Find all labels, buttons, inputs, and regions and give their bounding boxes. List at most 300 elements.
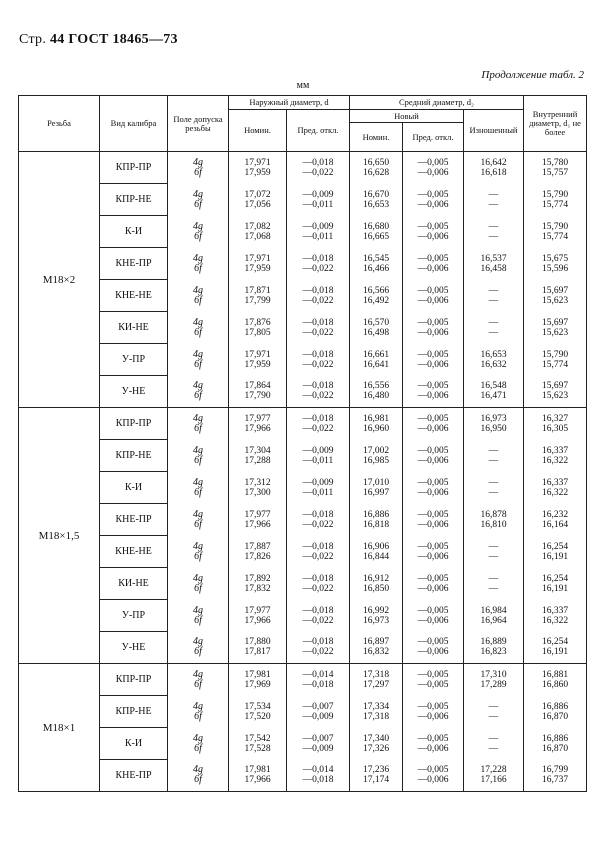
outer-deviation-cell	[287, 344, 350, 376]
inner-diameter-top: 16,337	[541, 445, 569, 456]
middle-deviation-cell	[403, 312, 464, 344]
table-row	[19, 632, 587, 664]
middle-nominal-cell	[350, 312, 403, 344]
middle-nominal-top: 16,886	[362, 509, 390, 520]
middle-deviation-top: —0,005	[417, 285, 449, 296]
inner-diameter-bottom: 16,870	[541, 711, 569, 722]
middle-deviation-bottom: —0,006	[417, 359, 449, 370]
inner-diameter-top: 16,327	[541, 413, 569, 424]
middle-nominal-top: 16,670	[362, 189, 390, 200]
outer-nominal-top: 17,534	[244, 701, 271, 712]
inner-diameter-cell	[524, 760, 587, 792]
caliber-type: У-ПР	[100, 344, 168, 376]
outer-deviation-top: —0,018	[302, 541, 334, 552]
middle-deviation-bottom: —0,006	[417, 711, 449, 722]
outer-deviation-cell	[287, 280, 350, 312]
tolerance-field-top: 4g	[193, 540, 203, 552]
middle-nominal-cell	[350, 248, 403, 280]
outer-nominal-bottom: 17,966	[244, 519, 271, 530]
worn-value-top: —	[488, 317, 499, 328]
tolerance-field-bottom: 6f	[194, 742, 202, 754]
middle-nominal-bottom: 16,844	[362, 551, 390, 562]
inner-diameter-cell	[524, 696, 587, 728]
outer-deviation-bottom: —0,022	[302, 295, 334, 306]
col-worn: Изношенный	[464, 110, 524, 152]
thread-designation: M18×2	[19, 152, 100, 408]
caliber-type: У-ПР	[100, 600, 168, 632]
outer-deviation-bottom: —0,011	[302, 455, 334, 466]
middle-deviation-top: —0,005	[417, 381, 449, 392]
thread-group	[19, 152, 587, 408]
caliber-type: КНЕ-ПР	[100, 248, 168, 280]
middle-nominal-cell	[350, 440, 403, 472]
tolerance-field-bottom: 6f	[194, 518, 202, 530]
inner-diameter-cell	[524, 536, 587, 568]
outer-deviation-cell	[287, 696, 350, 728]
inner-diameter-bottom: 15,774	[541, 359, 569, 370]
outer-deviation-bottom: —0,022	[302, 359, 334, 370]
outer-deviation-bottom: —0,022	[302, 583, 334, 594]
outer-deviation-top: —0,007	[302, 733, 334, 744]
tolerance-field-cell	[168, 376, 229, 408]
middle-deviation-cell	[403, 376, 464, 408]
caliber-type: КНЕ-ПР	[100, 504, 168, 536]
middle-nominal-top: 16,661	[362, 349, 390, 360]
caliber-type: КПР-ПР	[100, 408, 168, 440]
outer-nominal-top: 17,876	[244, 317, 271, 328]
tolerance-field-cell	[168, 664, 229, 696]
worn-value-top: 17,310	[480, 669, 507, 680]
outer-nominal-bottom: 17,959	[244, 359, 271, 370]
middle-deviation-bottom: —0,006	[417, 199, 449, 210]
caliber-type: КПР-ПР	[100, 664, 168, 696]
middle-deviation-cell	[403, 280, 464, 312]
middle-nominal-bottom: 16,973	[362, 615, 390, 626]
col-outer-diameter: Наружный диаметр, d	[229, 96, 350, 110]
middle-deviation-cell	[403, 696, 464, 728]
tolerance-field-cell	[168, 344, 229, 376]
worn-value-cell	[464, 408, 524, 440]
outer-nominal-top: 17,977	[244, 509, 271, 520]
worn-value-top: 16,984	[480, 605, 507, 616]
middle-nominal-bottom: 17,326	[362, 743, 390, 754]
tolerance-field-bottom: 6f	[194, 486, 202, 498]
inner-diameter-top: 16,254	[541, 573, 569, 584]
tolerance-field-top: 4g	[193, 316, 203, 328]
standard-code: ГОСТ 18465—73	[68, 32, 178, 47]
middle-nominal-top: 16,545	[362, 253, 390, 264]
inner-diameter-top: 15,780	[541, 157, 569, 168]
worn-value-bottom: —	[488, 487, 499, 498]
outer-deviation-cell	[287, 664, 350, 696]
worn-value-cell	[464, 248, 524, 280]
middle-deviation-bottom: —0,006	[417, 519, 449, 530]
table-row	[19, 696, 587, 728]
outer-nominal-bottom: 17,288	[244, 455, 271, 466]
worn-value-bottom: —	[488, 327, 499, 338]
inner-diameter-top: 16,886	[541, 701, 569, 712]
inner-diameter-bottom: 16,305	[541, 423, 569, 434]
caliber-type: КНЕ-НЕ	[100, 536, 168, 568]
tolerance-field-bottom: 6f	[194, 454, 202, 466]
middle-deviation-cell	[403, 248, 464, 280]
tolerance-field-bottom: 6f	[194, 262, 202, 274]
inner-diameter-top: 16,881	[541, 669, 569, 680]
outer-deviation-bottom: —0,022	[302, 263, 334, 274]
tolerance-field-cell	[168, 440, 229, 472]
thread-designation: M18×1,5	[19, 408, 100, 664]
outer-deviation-cell	[287, 504, 350, 536]
worn-value-bottom: —	[488, 743, 499, 754]
inner-diameter-cell	[524, 728, 587, 760]
inner-diameter-cell	[524, 312, 587, 344]
inner-diameter-cell	[524, 568, 587, 600]
outer-deviation-cell	[287, 536, 350, 568]
middle-nominal-cell	[350, 760, 403, 792]
outer-deviation-cell	[287, 248, 350, 280]
inner-diameter-bottom: 15,757	[541, 167, 569, 178]
middle-deviation-top: —0,005	[417, 157, 449, 168]
worn-value-top: 16,653	[480, 349, 507, 360]
middle-nominal-bottom: 16,628	[362, 167, 390, 178]
tolerance-field-cell	[168, 408, 229, 440]
middle-deviation-bottom: —0,006	[417, 583, 449, 594]
tolerance-field-bottom: 6f	[194, 294, 202, 306]
table-row	[19, 376, 587, 408]
caliber-type: КПР-НЕ	[100, 440, 168, 472]
tolerance-field-bottom: 6f	[194, 678, 202, 690]
middle-deviation-bottom: —0,006	[417, 775, 449, 786]
inner-diameter-cell	[524, 504, 587, 536]
middle-deviation-top: —0,005	[417, 605, 449, 616]
outer-nominal-bottom: 17,966	[244, 615, 271, 626]
tolerance-field-bottom: 6f	[194, 422, 202, 434]
inner-diameter-top: 15,697	[541, 317, 569, 328]
outer-nominal-bottom: 17,799	[244, 295, 271, 306]
col-tolerance: Поле допуска резьбы	[168, 96, 229, 152]
tolerance-field-top: 4g	[193, 188, 203, 200]
outer-nominal-top: 17,304	[244, 445, 271, 456]
outer-nominal-top: 17,971	[244, 157, 271, 168]
worn-value-bottom: —	[488, 711, 499, 722]
middle-nominal-bottom: 16,818	[362, 519, 390, 530]
middle-deviation-cell	[403, 440, 464, 472]
inner-diameter-cell	[524, 216, 587, 248]
worn-value-bottom: —	[488, 295, 499, 306]
middle-deviation-top: —0,005	[417, 733, 449, 744]
inner-diameter-top: 16,232	[541, 509, 569, 520]
thread-group	[19, 408, 587, 664]
table-row	[19, 216, 587, 248]
worn-value-cell	[464, 184, 524, 216]
inner-diameter-top: 16,337	[541, 605, 569, 616]
middle-nominal-cell	[350, 504, 403, 536]
middle-deviation-cell	[403, 472, 464, 504]
middle-nominal-cell	[350, 184, 403, 216]
tolerance-field-top: 4g	[193, 668, 203, 680]
middle-nominal-top: 16,650	[362, 157, 390, 168]
table-continuation-note: Продолжение табл. 2	[481, 69, 584, 81]
outer-nominal-bottom: 17,969	[244, 679, 271, 690]
tolerance-field-bottom: 6f	[194, 774, 202, 786]
worn-value-bottom: 17,166	[480, 775, 507, 786]
table-row	[19, 760, 587, 792]
worn-value-bottom: —	[488, 231, 499, 242]
tolerance-field-bottom: 6f	[194, 646, 202, 658]
outer-nominal-cell	[229, 216, 287, 248]
outer-deviation-cell	[287, 152, 350, 184]
outer-deviation-top: —0,018	[302, 253, 334, 264]
tolerance-field-top: 4g	[193, 444, 203, 456]
worn-value-cell	[464, 664, 524, 696]
tolerance-field-cell	[168, 248, 229, 280]
outer-deviation-bottom: —0,022	[302, 167, 334, 178]
worn-value-top: —	[488, 541, 499, 552]
outer-nominal-top: 17,971	[244, 349, 271, 360]
tolerance-field-bottom: 6f	[194, 326, 202, 338]
tolerance-field-cell	[168, 632, 229, 664]
worn-value-bottom: 16,471	[480, 391, 507, 402]
middle-nominal-top: 16,912	[362, 573, 390, 584]
outer-deviation-top: —0,014	[302, 669, 334, 680]
worn-value-cell	[464, 696, 524, 728]
inner-diameter-cell	[524, 664, 587, 696]
middle-deviation-bottom: —0,006	[417, 231, 449, 242]
middle-deviation-top: —0,005	[417, 445, 449, 456]
worn-value-top: —	[488, 221, 499, 232]
tolerance-field-cell	[168, 536, 229, 568]
inner-diameter-top: 16,254	[541, 637, 569, 648]
page-number: 44	[49, 32, 65, 47]
inner-diameter-top: 16,337	[541, 477, 569, 488]
outer-deviation-top: —0,018	[302, 509, 334, 520]
middle-deviation-cell	[403, 504, 464, 536]
outer-nominal-top: 17,981	[244, 765, 271, 776]
outer-nominal-top: 17,887	[244, 541, 271, 552]
worn-value-bottom: 16,810	[480, 519, 507, 530]
worn-value-bottom: 16,618	[480, 167, 507, 178]
caliber-type: КИ-НЕ	[100, 568, 168, 600]
middle-nominal-cell	[350, 344, 403, 376]
tolerance-field-cell	[168, 312, 229, 344]
outer-deviation-cell	[287, 472, 350, 504]
outer-deviation-cell	[287, 376, 350, 408]
outer-nominal-top: 17,977	[244, 605, 271, 616]
outer-nominal-top: 17,864	[244, 381, 271, 392]
outer-nominal-cell	[229, 344, 287, 376]
middle-deviation-top: —0,005	[417, 669, 449, 680]
inner-diameter-bottom: 16,870	[541, 743, 569, 754]
tolerance-field-top: 4g	[193, 476, 203, 488]
middle-nominal-cell	[350, 632, 403, 664]
inner-diameter-top: 15,675	[541, 253, 569, 264]
outer-deviation-top: —0,018	[302, 285, 334, 296]
middle-deviation-cell	[403, 600, 464, 632]
outer-nominal-cell	[229, 504, 287, 536]
outer-nominal-cell	[229, 184, 287, 216]
worn-value-bottom: —	[488, 551, 499, 562]
middle-deviation-cell	[403, 216, 464, 248]
outer-nominal-bottom: 17,300	[244, 487, 271, 498]
outer-nominal-cell	[229, 280, 287, 312]
middle-deviation-bottom: —0,006	[417, 455, 449, 466]
middle-nominal-top: 16,981	[362, 413, 390, 424]
tolerance-field-bottom: 6f	[194, 550, 202, 562]
middle-nominal-cell	[350, 472, 403, 504]
outer-deviation-cell	[287, 760, 350, 792]
outer-nominal-cell	[229, 696, 287, 728]
outer-deviation-top: —0,018	[302, 381, 334, 392]
outer-nominal-cell	[229, 248, 287, 280]
inner-diameter-top: 16,254	[541, 541, 569, 552]
col-outer-nominal: Номин.	[229, 110, 287, 152]
inner-diameter-bottom: 15,774	[541, 199, 569, 210]
outer-nominal-bottom: 17,520	[244, 711, 271, 722]
middle-nominal-bottom: 16,665	[362, 231, 390, 242]
middle-deviation-top: —0,005	[417, 765, 449, 776]
middle-deviation-top: —0,005	[417, 317, 449, 328]
outer-deviation-top: —0,018	[302, 317, 334, 328]
middle-nominal-bottom: 16,960	[362, 423, 390, 434]
inner-diameter-bottom: 16,322	[541, 455, 569, 466]
table-header	[19, 96, 587, 152]
middle-nominal-top: 17,318	[362, 669, 390, 680]
outer-nominal-top: 17,981	[244, 669, 271, 680]
inner-diameter-cell	[524, 440, 587, 472]
table-row	[19, 280, 587, 312]
caliber-type: У-НЕ	[100, 632, 168, 664]
inner-diameter-bottom: 15,623	[541, 327, 569, 338]
middle-nominal-cell	[350, 376, 403, 408]
middle-nominal-bottom: 16,653	[362, 199, 390, 210]
middle-deviation-cell	[403, 728, 464, 760]
middle-nominal-top: 16,680	[362, 221, 390, 232]
inner-diameter-bottom: 15,774	[541, 231, 569, 242]
tolerance-field-cell	[168, 152, 229, 184]
worn-value-bottom: 17,289	[480, 679, 507, 690]
outer-nominal-cell	[229, 632, 287, 664]
tolerance-field-bottom: 6f	[194, 390, 202, 402]
worn-value-cell	[464, 728, 524, 760]
inner-diameter-cell	[524, 344, 587, 376]
inner-diameter-top: 15,790	[541, 349, 569, 360]
middle-deviation-cell	[403, 408, 464, 440]
inner-diameter-top: 16,886	[541, 733, 569, 744]
middle-deviation-top: —0,005	[417, 701, 449, 712]
middle-deviation-top: —0,005	[417, 477, 449, 488]
inner-diameter-top: 15,697	[541, 381, 569, 392]
inner-diameter-bottom: 16,322	[541, 615, 569, 626]
worn-value-bottom: —	[488, 583, 499, 594]
outer-nominal-bottom: 17,528	[244, 743, 271, 754]
outer-nominal-bottom: 17,832	[244, 583, 271, 594]
middle-deviation-top: —0,005	[417, 189, 449, 200]
col-outer-deviation: Пред. откл.	[287, 110, 350, 152]
outer-nominal-bottom: 17,056	[244, 199, 271, 210]
table-row	[19, 600, 587, 632]
worn-value-cell	[464, 504, 524, 536]
tolerance-field-cell	[168, 600, 229, 632]
tolerance-field-top: 4g	[193, 348, 203, 360]
outer-deviation-cell	[287, 408, 350, 440]
middle-deviation-bottom: —0,006	[417, 391, 449, 402]
middle-deviation-bottom: —0,005	[417, 679, 449, 690]
outer-deviation-cell	[287, 728, 350, 760]
outer-deviation-top: —0,014	[302, 765, 334, 776]
tolerance-field-top: 4g	[193, 572, 203, 584]
middle-nominal-bottom: 17,318	[362, 711, 390, 722]
middle-deviation-top: —0,005	[417, 637, 449, 648]
worn-value-top: 16,548	[480, 381, 507, 392]
tolerance-field-top: 4g	[193, 732, 203, 744]
outer-deviation-bottom: —0,022	[302, 423, 334, 434]
worn-value-top: 17,228	[480, 765, 507, 776]
middle-nominal-top: 16,570	[362, 317, 390, 328]
caliber-type: К-И	[100, 728, 168, 760]
middle-deviation-bottom: —0,006	[417, 487, 449, 498]
outer-deviation-cell	[287, 632, 350, 664]
middle-deviation-top: —0,005	[417, 509, 449, 520]
thread-designation: M18×1	[19, 664, 100, 792]
outer-nominal-cell	[229, 408, 287, 440]
outer-deviation-bottom: —0,011	[302, 487, 334, 498]
outer-nominal-cell	[229, 152, 287, 184]
middle-nominal-top: 17,002	[362, 445, 390, 456]
middle-nominal-cell	[350, 728, 403, 760]
outer-deviation-bottom: —0,018	[302, 775, 334, 786]
outer-deviation-bottom: —0,011	[302, 231, 334, 242]
middle-nominal-bottom: 16,492	[362, 295, 390, 306]
outer-deviation-top: —0,018	[302, 413, 334, 424]
inner-diameter-bottom: 16,191	[541, 583, 569, 594]
inner-diameter-cell	[524, 632, 587, 664]
table-row	[19, 472, 587, 504]
tolerance-field-bottom: 6f	[194, 358, 202, 370]
page-label: Стр.	[19, 32, 47, 47]
worn-value-top: —	[488, 445, 499, 456]
middle-nominal-cell	[350, 696, 403, 728]
inner-diameter-top: 16,799	[541, 765, 569, 776]
col-middle-deviation: Пред. откл.	[403, 123, 464, 152]
outer-nominal-bottom: 17,805	[244, 327, 271, 338]
outer-nominal-top: 17,871	[244, 285, 271, 296]
inner-diameter-top: 15,790	[541, 221, 569, 232]
outer-nominal-bottom: 17,959	[244, 167, 271, 178]
outer-deviation-cell	[287, 312, 350, 344]
tolerance-field-cell	[168, 760, 229, 792]
tolerance-field-top: 4g	[193, 636, 203, 648]
outer-nominal-bottom: 17,817	[244, 647, 271, 658]
inner-diameter-cell	[524, 376, 587, 408]
outer-deviation-cell	[287, 568, 350, 600]
tolerance-table	[18, 95, 587, 792]
tolerance-field-bottom: 6f	[194, 710, 202, 722]
outer-nominal-cell	[229, 600, 287, 632]
tolerance-field-cell	[168, 696, 229, 728]
worn-value-top: 16,889	[480, 637, 507, 648]
worn-value-top: 16,973	[480, 413, 507, 424]
tolerance-field-top: 4g	[193, 764, 203, 776]
outer-deviation-bottom: —0,018	[302, 679, 334, 690]
page-header	[19, 32, 178, 48]
table-row	[19, 312, 587, 344]
tolerance-field-top: 4g	[193, 284, 203, 296]
inner-diameter-bottom: 16,737	[541, 775, 569, 786]
outer-deviation-cell	[287, 440, 350, 472]
outer-deviation-top: —0,009	[302, 445, 334, 456]
outer-deviation-top: —0,009	[302, 477, 334, 488]
outer-nominal-bottom: 17,790	[244, 391, 271, 402]
